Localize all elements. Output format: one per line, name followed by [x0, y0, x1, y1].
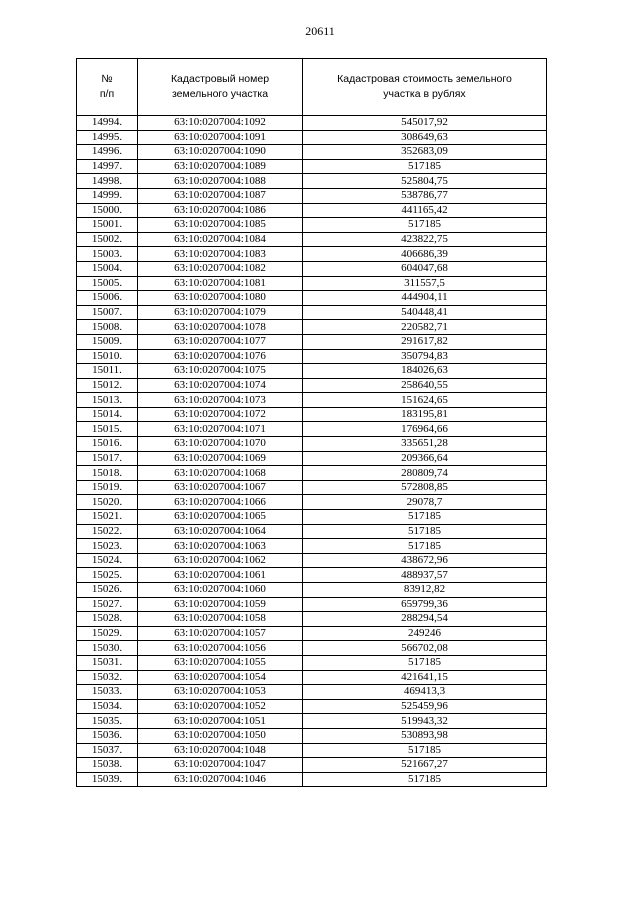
table-row	[77, 655, 547, 670]
cadastral-number-cell: 63:10:0207004:1074	[138, 378, 303, 393]
table-row	[77, 583, 547, 598]
table-row	[77, 524, 547, 539]
cadastral-number-cell: 63:10:0207004:1079	[138, 305, 303, 320]
cadastral-number-cell: 63:10:0207004:1057	[138, 626, 303, 641]
cadastral-value-cell: 538786,77	[303, 188, 547, 203]
cadastral-value-cell: 176964,66	[303, 422, 547, 437]
row-number-cell: 14994.	[77, 116, 138, 131]
cadastral-number-cell: 63:10:0207004:1070	[138, 437, 303, 452]
table-row	[77, 247, 547, 262]
row-number-cell: 15011.	[77, 364, 138, 379]
cadastral-value-cell: 525459,96	[303, 699, 547, 714]
row-number-cell: 15024.	[77, 553, 138, 568]
cadastral-number-cell: 63:10:0207004:1073	[138, 393, 303, 408]
cadastral-number-cell: 63:10:0207004:1086	[138, 203, 303, 218]
table-row	[77, 159, 547, 174]
cadastral-value-cell: 406686,39	[303, 247, 547, 262]
cadastral-number-cell: 63:10:0207004:1078	[138, 320, 303, 335]
cadastral-value-cell: 519943,32	[303, 714, 547, 729]
row-number-cell: 15006.	[77, 291, 138, 306]
table-row	[77, 291, 547, 306]
table-row	[77, 364, 547, 379]
cadastral-number-cell: 63:10:0207004:1051	[138, 714, 303, 729]
page-number: 20611	[305, 24, 335, 38]
cadastral-number-cell: 63:10:0207004:1083	[138, 247, 303, 262]
cadastral-value-cell: 517185	[303, 510, 547, 525]
row-number-cell: 15007.	[77, 305, 138, 320]
header-cadastral-value	[303, 59, 547, 116]
cadastral-value-cell: 517185	[303, 524, 547, 539]
row-number-cell: 15001.	[77, 218, 138, 233]
row-number-cell: 15032.	[77, 670, 138, 685]
row-number-cell: 15005.	[77, 276, 138, 291]
cadastral-number-cell: 63:10:0207004:1087	[138, 188, 303, 203]
cadastral-value-cell: 517185	[303, 772, 547, 787]
row-number-cell: 15029.	[77, 626, 138, 641]
cadastral-value-cell: 530893,98	[303, 728, 547, 743]
cadastral-value-cell: 209366,64	[303, 451, 547, 466]
row-number-cell: 15033.	[77, 685, 138, 700]
table-row	[77, 305, 547, 320]
cadastral-number-cell: 63:10:0207004:1063	[138, 539, 303, 554]
table-row	[77, 626, 547, 641]
table-row	[77, 553, 547, 568]
cadastral-value-cell: 258640,55	[303, 378, 547, 393]
cadastral-value-cell: 525804,75	[303, 174, 547, 189]
header-cadastral-number	[138, 59, 303, 116]
cadastral-value-cell: 545017,92	[303, 116, 547, 131]
cadastral-value-cell: 151624,65	[303, 393, 547, 408]
cadastral-value-cell: 517185	[303, 159, 547, 174]
table-row	[77, 320, 547, 335]
cadastral-number-cell: 63:10:0207004:1085	[138, 218, 303, 233]
cadastral-number-cell: 63:10:0207004:1046	[138, 772, 303, 787]
table-row	[77, 232, 547, 247]
cadastral-value-cell: 29078,7	[303, 495, 547, 510]
cadastral-number-cell: 63:10:0207004:1066	[138, 495, 303, 510]
cadastral-value-cell: 352683,09	[303, 145, 547, 160]
table-row	[77, 174, 547, 189]
cadastral-value-cell: 604047,68	[303, 261, 547, 276]
row-number-cell: 15026.	[77, 583, 138, 598]
row-number-cell: 15030.	[77, 641, 138, 656]
cadastral-value-cell: 517185	[303, 218, 547, 233]
header-row-number-label: № п/п	[99, 73, 115, 100]
row-number-cell: 15037.	[77, 743, 138, 758]
row-number-cell: 14997.	[77, 159, 138, 174]
row-number-cell: 14996.	[77, 145, 138, 160]
cadastral-value-cell: 280809,74	[303, 466, 547, 481]
cadastral-number-cell: 63:10:0207004:1077	[138, 334, 303, 349]
cadastral-number-cell: 63:10:0207004:1060	[138, 583, 303, 598]
row-number-cell: 14995.	[77, 130, 138, 145]
header-cadastral-number-label: Кадастровый номер земельного участка	[170, 73, 270, 100]
table-row	[77, 451, 547, 466]
cadastral-value-cell: 540448,41	[303, 305, 547, 320]
table-row	[77, 597, 547, 612]
header-cadastral-value-label: Кадастровая стоимость земельного участка в рублях	[337, 73, 512, 100]
row-number-cell: 15020.	[77, 495, 138, 510]
cadastral-value-cell: 308649,63	[303, 130, 547, 145]
row-number-cell: 15018.	[77, 466, 138, 481]
cadastral-number-cell: 63:10:0207004:1059	[138, 597, 303, 612]
row-number-cell: 15000.	[77, 203, 138, 218]
table-row	[77, 699, 547, 714]
cadastral-number-cell: 63:10:0207004:1089	[138, 159, 303, 174]
table-row	[77, 378, 547, 393]
cadastral-number-cell: 63:10:0207004:1056	[138, 641, 303, 656]
cadastral-number-cell: 63:10:0207004:1084	[138, 232, 303, 247]
cadastral-value-cell: 566702,08	[303, 641, 547, 656]
cadastral-value-table	[76, 58, 547, 787]
cadastral-number-cell: 63:10:0207004:1047	[138, 758, 303, 773]
table-body	[77, 116, 547, 787]
row-number-cell: 15031.	[77, 655, 138, 670]
cadastral-number-cell: 63:10:0207004:1072	[138, 407, 303, 422]
cadastral-number-cell: 63:10:0207004:1062	[138, 553, 303, 568]
table-row	[77, 568, 547, 583]
cadastral-value-cell: 517185	[303, 743, 547, 758]
row-number-cell: 15035.	[77, 714, 138, 729]
cadastral-number-cell: 63:10:0207004:1081	[138, 276, 303, 291]
cadastral-number-cell: 63:10:0207004:1061	[138, 568, 303, 583]
cadastral-value-cell: 444904,11	[303, 291, 547, 306]
cadastral-number-cell: 63:10:0207004:1088	[138, 174, 303, 189]
row-number-cell: 15025.	[77, 568, 138, 583]
row-number-cell: 15028.	[77, 612, 138, 627]
table-row	[77, 495, 547, 510]
cadastral-number-cell: 63:10:0207004:1052	[138, 699, 303, 714]
table-row	[77, 510, 547, 525]
cadastral-value-cell: 183195,81	[303, 407, 547, 422]
table-row	[77, 728, 547, 743]
row-number-cell: 15012.	[77, 378, 138, 393]
cadastral-number-cell: 63:10:0207004:1064	[138, 524, 303, 539]
cadastral-value-cell: 288294,54	[303, 612, 547, 627]
table-row	[77, 218, 547, 233]
row-number-cell: 15036.	[77, 728, 138, 743]
cadastral-value-cell: 659799,36	[303, 597, 547, 612]
cadastral-number-cell: 63:10:0207004:1048	[138, 743, 303, 758]
row-number-cell: 15023.	[77, 539, 138, 554]
cadastral-number-cell: 63:10:0207004:1075	[138, 364, 303, 379]
cadastral-number-cell: 63:10:0207004:1058	[138, 612, 303, 627]
cadastral-value-cell: 220582,71	[303, 320, 547, 335]
row-number-cell: 15008.	[77, 320, 138, 335]
row-number-cell: 15038.	[77, 758, 138, 773]
table-row	[77, 349, 547, 364]
cadastral-value-cell: 517185	[303, 655, 547, 670]
table-row	[77, 612, 547, 627]
table-row	[77, 743, 547, 758]
row-number-cell: 15014.	[77, 407, 138, 422]
table-row	[77, 407, 547, 422]
cadastral-value-cell: 335651,28	[303, 437, 547, 452]
cadastral-number-cell: 63:10:0207004:1069	[138, 451, 303, 466]
cadastral-number-cell: 63:10:0207004:1055	[138, 655, 303, 670]
table-row	[77, 641, 547, 656]
header-row-number	[77, 59, 138, 116]
row-number-cell: 14999.	[77, 188, 138, 203]
cadastral-number-cell: 63:10:0207004:1071	[138, 422, 303, 437]
cadastral-value-cell: 350794,83	[303, 349, 547, 364]
cadastral-number-cell: 63:10:0207004:1053	[138, 685, 303, 700]
cadastral-number-cell: 63:10:0207004:1067	[138, 480, 303, 495]
cadastral-value-cell: 488937,57	[303, 568, 547, 583]
row-number-cell: 14998.	[77, 174, 138, 189]
cadastral-number-cell: 63:10:0207004:1068	[138, 466, 303, 481]
table-row	[77, 116, 547, 131]
row-number-cell: 15019.	[77, 480, 138, 495]
row-number-cell: 15021.	[77, 510, 138, 525]
cadastral-number-cell: 63:10:0207004:1080	[138, 291, 303, 306]
row-number-cell: 15022.	[77, 524, 138, 539]
table-row	[77, 261, 547, 276]
row-number-cell: 15003.	[77, 247, 138, 262]
cadastral-number-cell: 63:10:0207004:1092	[138, 116, 303, 131]
cadastral-value-cell: 572808,85	[303, 480, 547, 495]
cadastral-value-cell: 517185	[303, 539, 547, 554]
table-row	[77, 203, 547, 218]
row-number-cell: 15010.	[77, 349, 138, 364]
row-number-cell: 15013.	[77, 393, 138, 408]
cadastral-value-cell: 249246	[303, 626, 547, 641]
row-number-cell: 15004.	[77, 261, 138, 276]
table-row	[77, 714, 547, 729]
table-row	[77, 422, 547, 437]
table-row	[77, 276, 547, 291]
cadastral-value-cell: 421641,15	[303, 670, 547, 685]
cadastral-number-cell: 63:10:0207004:1076	[138, 349, 303, 364]
cadastral-number-cell: 63:10:0207004:1054	[138, 670, 303, 685]
row-number-cell: 15017.	[77, 451, 138, 466]
cadastral-value-cell: 311557,5	[303, 276, 547, 291]
table-row	[77, 437, 547, 452]
row-number-cell: 15039.	[77, 772, 138, 787]
table-row	[77, 758, 547, 773]
table-header-row	[77, 59, 547, 116]
table-row	[77, 772, 547, 787]
table-row	[77, 466, 547, 481]
table-row	[77, 393, 547, 408]
row-number-cell: 15027.	[77, 597, 138, 612]
cadastral-value-cell: 83912,82	[303, 583, 547, 598]
cadastral-value-cell: 469413,3	[303, 685, 547, 700]
row-number-cell: 15034.	[77, 699, 138, 714]
table-row	[77, 670, 547, 685]
cadastral-number-cell: 63:10:0207004:1090	[138, 145, 303, 160]
cadastral-number-cell: 63:10:0207004:1091	[138, 130, 303, 145]
cadastral-value-cell: 184026,63	[303, 364, 547, 379]
table-row	[77, 130, 547, 145]
cadastral-number-cell: 63:10:0207004:1082	[138, 261, 303, 276]
cadastral-value-cell: 291617,82	[303, 334, 547, 349]
row-number-cell: 15016.	[77, 437, 138, 452]
cadastral-value-cell: 521667,27	[303, 758, 547, 773]
table-row	[77, 334, 547, 349]
row-number-cell: 15009.	[77, 334, 138, 349]
cadastral-value-cell: 441165,42	[303, 203, 547, 218]
table-row	[77, 539, 547, 554]
table-row	[77, 685, 547, 700]
cadastral-number-cell: 63:10:0207004:1050	[138, 728, 303, 743]
table-row	[77, 145, 547, 160]
row-number-cell: 15002.	[77, 232, 138, 247]
table-row	[77, 480, 547, 495]
cadastral-number-cell: 63:10:0207004:1065	[138, 510, 303, 525]
cadastral-value-cell: 438672,96	[303, 553, 547, 568]
table-row	[77, 188, 547, 203]
cadastral-value-cell: 423822,75	[303, 232, 547, 247]
row-number-cell: 15015.	[77, 422, 138, 437]
